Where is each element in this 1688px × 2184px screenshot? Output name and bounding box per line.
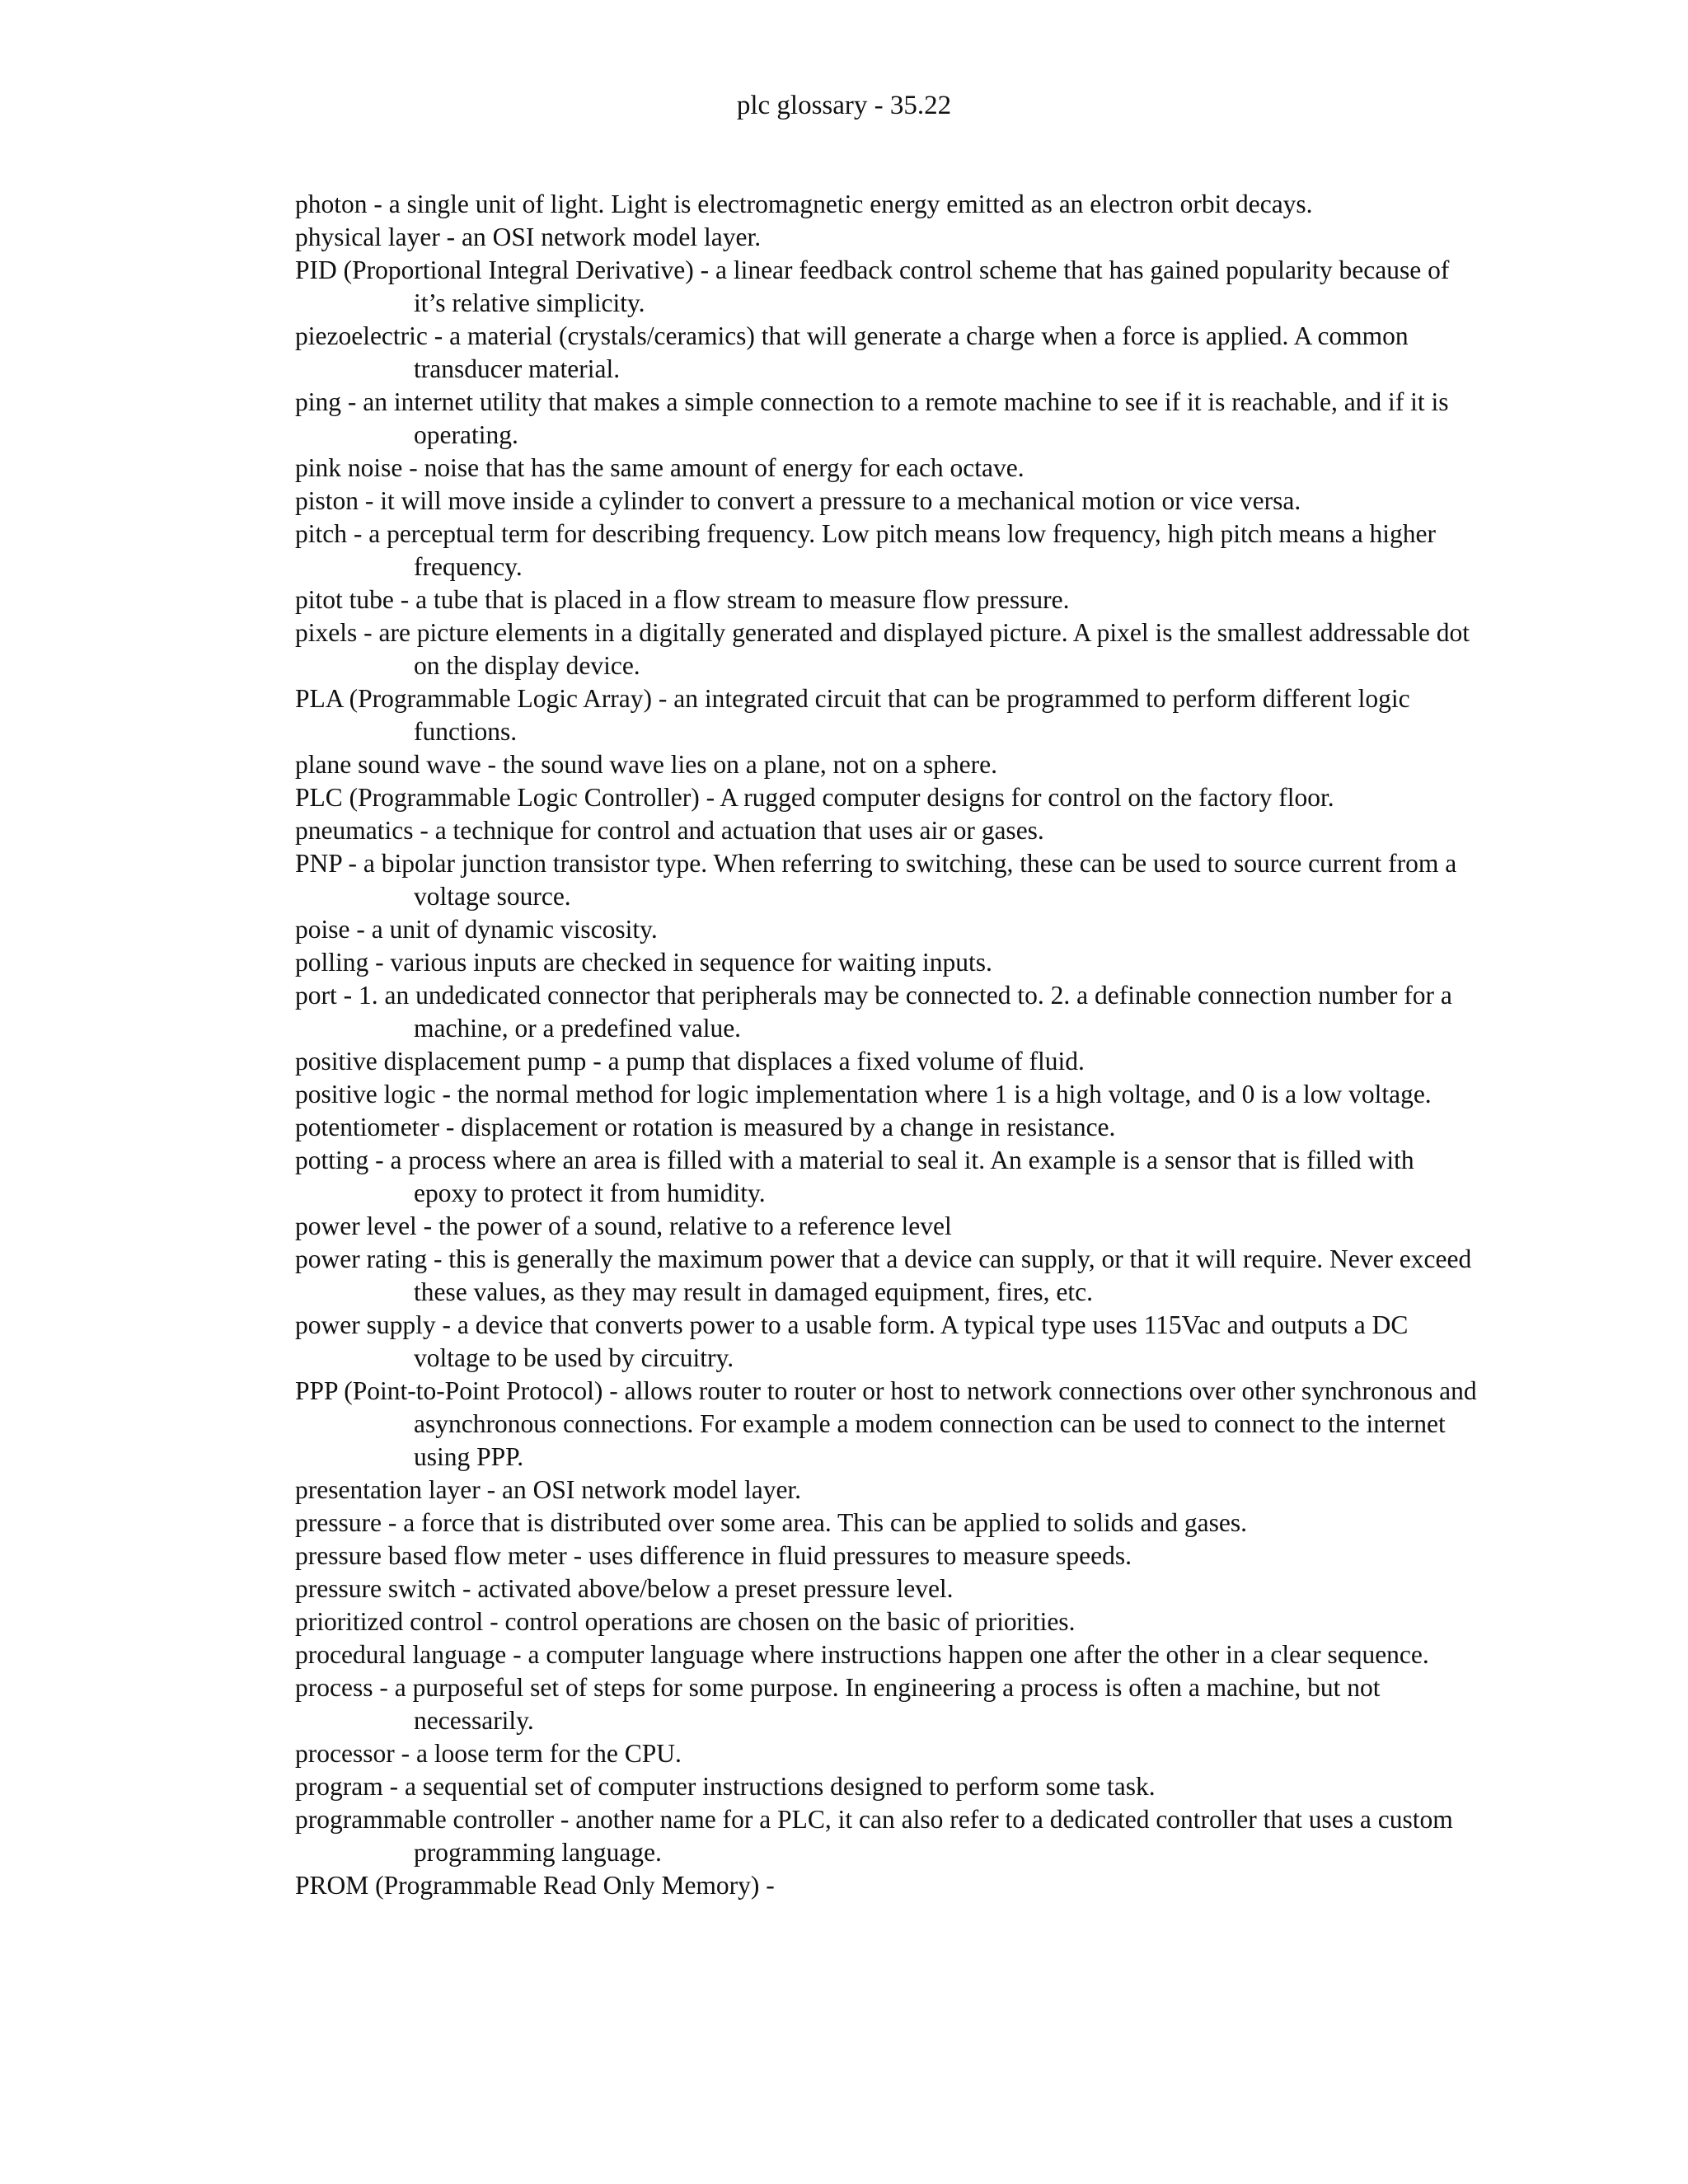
glossary-entry: power rating - this is generally the maximum power that a device can supply, or that it will require. Never exceed these values, as they may result in damaged equipment, fires, etc. bbox=[295, 1244, 1472, 1306]
glossary-entry: program - a sequential set of computer instructions designed to perform some task. bbox=[295, 1772, 1156, 1801]
glossary-entry: positive logic - the normal method for logic implementation where 1 is a high voltage, and 0 is a low voltage. bbox=[295, 1080, 1432, 1108]
glossary-entry: positive displacement pump - a pump that displaces a fixed volume of fluid. bbox=[295, 1047, 1085, 1076]
glossary-entry: port - 1. an undedicated connector that peripherals may be connected to. 2. a definable connection number for a machine, or a predefined value. bbox=[295, 981, 1452, 1043]
glossary-list bbox=[295, 188, 1482, 1902]
glossary-entry: pink noise - noise that has the same amount of energy for each octave. bbox=[295, 453, 1025, 482]
glossary-entry: pneumatics - a technique for control and actuation that uses air or gases. bbox=[295, 816, 1044, 845]
glossary-entry: power supply - a device that converts power to a usable form. A typical type uses 115Vac and outputs a DC voltage to be used by circuitry. bbox=[295, 1310, 1409, 1372]
glossary-entry: pressure based flow meter - uses difference in fluid pressures to measure speeds. bbox=[295, 1541, 1132, 1570]
glossary-entry: PLA (Programmable Logic Array) - an integrated circuit that can be programmed to perform different logic functions. bbox=[295, 684, 1410, 746]
glossary-entry: programmable controller - another name for a PLC, it can also refer to a dedicated controller that uses a custom programming language. bbox=[295, 1805, 1453, 1867]
glossary-entry: PPP (Point-to-Point Protocol) - allows router to router or host to network connections over other synchronous and asynchronous connections. For example a modem connection can be used to connect to the internet using PPP. bbox=[295, 1376, 1477, 1471]
glossary-entry: pressure switch - activated above/below a preset pressure level. bbox=[295, 1574, 954, 1603]
glossary-entry: pitch - a perceptual term for describing frequency. Low pitch means low frequency, high pitch means a higher frequency. bbox=[295, 519, 1437, 581]
glossary-entry: procedural language - a computer language where instructions happen one after the other in a clear sequence. bbox=[295, 1640, 1429, 1669]
glossary-entry: power level - the power of a sound, relative to a reference level bbox=[295, 1212, 952, 1240]
glossary-entry: PROM (Programmable Read Only Memory) - bbox=[295, 1871, 775, 1900]
glossary-entry: photon - a single unit of light. Light is electromagnetic energy emitted as an electron orbit decays. bbox=[295, 190, 1313, 218]
glossary-entry: process - a purposeful set of steps for some purpose. In engineering a process is often a machine, but not necessarily. bbox=[295, 1673, 1381, 1735]
glossary-entry: plane sound wave - the sound wave lies on a plane, not on a sphere. bbox=[295, 750, 998, 779]
glossary-entry: pressure - a force that is distributed over some area. This can be applied to solids and gases. bbox=[295, 1508, 1247, 1537]
glossary-entry: PLC (Programmable Logic Controller) - A rugged computer designs for control on the factory floor. bbox=[295, 783, 1334, 812]
glossary-entry: prioritized control - control operations are chosen on the basic of priorities. bbox=[295, 1607, 1076, 1636]
glossary-entry: presentation layer - an OSI network model layer. bbox=[295, 1475, 802, 1504]
glossary-entry: processor - a loose term for the CPU. bbox=[295, 1739, 682, 1768]
glossary-entry: PID (Proportional Integral Derivative) - a linear feedback control scheme that has gained popularity because of it’s relative simplicity. bbox=[295, 255, 1450, 317]
glossary-entry: PNP - a bipolar junction transistor type. When referring to switching, these can be used to source current from a voltage source. bbox=[295, 849, 1457, 911]
glossary-entry: poise - a unit of dynamic viscosity. bbox=[295, 915, 658, 944]
glossary-entry: pitot tube - a tube that is placed in a flow stream to measure flow pressure. bbox=[295, 585, 1070, 614]
glossary-entry: polling - various inputs are checked in sequence for waiting inputs. bbox=[295, 948, 992, 977]
glossary-entry: pixels - are picture elements in a digitally generated and displayed picture. A pixel is the smallest addressable dot on the display device. bbox=[295, 618, 1470, 680]
glossary-entry: ping - an internet utility that makes a simple connection to a remote machine to see if it is reachable, and if it is operating. bbox=[295, 387, 1449, 449]
glossary-entry: piezoelectric - a material (crystals/ceramics) that will generate a charge when a force is applied. A common transducer material. bbox=[295, 321, 1409, 383]
glossary-entry: piston - it will move inside a cylinder to convert a pressure to a mechanical motion or vice versa. bbox=[295, 486, 1301, 515]
page-header: plc glossary - 35.22 bbox=[736, 91, 952, 120]
glossary-entry: potentiometer - displacement or rotation is measured by a change in resistance. bbox=[295, 1113, 1116, 1141]
glossary-entry: potting - a process where an area is filled with a material to seal it. An example is a sensor that is filled with epoxy to protect it from humidity. bbox=[295, 1146, 1414, 1207]
glossary-entry: physical layer - an OSI network model layer. bbox=[295, 223, 762, 251]
